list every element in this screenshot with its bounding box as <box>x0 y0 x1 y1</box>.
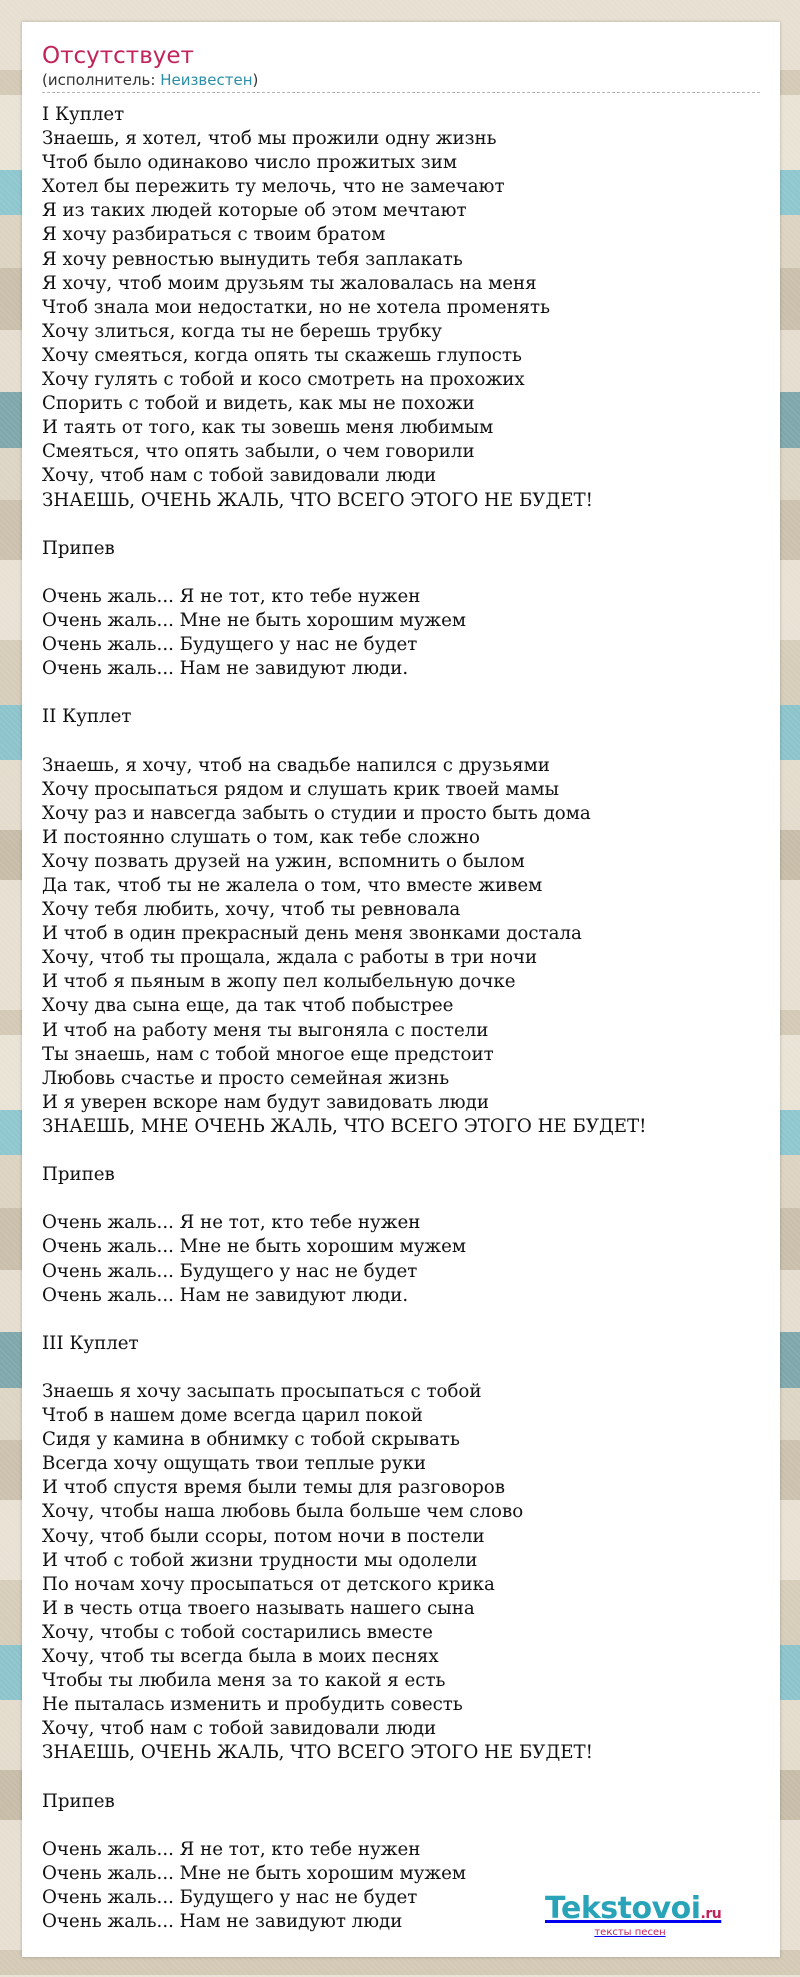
lyrics-line: Знаешь я хочу засыпать просыпаться с тобой <box>42 1380 482 1402</box>
lyrics-blank-line <box>42 561 760 585</box>
lyrics-line: И чтоб я пьяным в жопу пел колыбельную дочке <box>42 971 516 993</box>
lyrics-blank-line <box>42 1308 760 1332</box>
background-right-stripe <box>780 0 800 1977</box>
lyrics-line: III Куплет <box>42 1332 139 1354</box>
lyrics-line: Хотел бы пережить ту мелочь, что не замечают <box>42 176 505 198</box>
lyrics-line: Чтоб было одинаково число прожитых зим <box>42 152 457 174</box>
lyrics-line: И чтоб с тобой жизни трудности мы одолели <box>42 1549 478 1571</box>
artist-line <box>42 70 760 93</box>
lyrics-line: Знаешь, я хочу, чтоб на свадьбе напился с друзьями <box>42 754 550 776</box>
lyrics-line: Ты знаешь, нам с тобой многое еще предстоит <box>42 1043 494 1065</box>
lyrics-line: Знаешь, я хотел, чтоб мы прожили одну жизнь <box>42 128 497 150</box>
lyrics-line: ЗНАЕШЬ, МНЕ ОЧЕНЬ ЖАЛЬ, ЧТО ВСЕГО ЭТОГО НЕ БУДЕТ! <box>42 1115 647 1137</box>
lyrics-line: Очень жаль... Мне не быть хорошим мужем <box>42 609 467 631</box>
lyrics-line: Хочу смеяться, когда опять ты скажешь глупость <box>42 344 522 366</box>
artist-link[interactable]: Неизвестен <box>160 71 253 89</box>
lyrics-line: Хочу, чтоб ты всегда была в моих песнях <box>42 1646 439 1667</box>
artist-prefix: (исполнитель: <box>42 71 161 89</box>
logo-wordmark <box>545 1893 755 1930</box>
background-left-stripe <box>0 0 22 1977</box>
lyrics-line: Я хочу ревностью вынудить тебя заплакать <box>42 248 463 270</box>
lyrics-line: Чтоб в нашем доме всегда царил покой <box>42 1405 423 1427</box>
lyrics-line: По ночам хочу просыпаться от детского крика <box>42 1573 495 1595</box>
lyrics-line: II Куплет <box>42 706 132 728</box>
artist-suffix: ) <box>252 71 259 89</box>
lyrics-line: I Куплет <box>42 104 125 125</box>
lyrics-line: Я хочу, чтоб моим друзьям ты жаловалась на меня <box>42 272 537 294</box>
lyrics-line: Хочу позвать друзей на ужин, вспомнить о былом <box>42 850 525 872</box>
lyrics-line: И в честь отца твоего называть нашего сына <box>42 1597 475 1619</box>
lyrics-blank-line <box>42 1765 760 1789</box>
lyrics-line: Любовь счастье и просто семейная жизнь <box>42 1067 450 1089</box>
lyrics-line: Чтоб знала мои недостатки, но не хотела променять <box>42 296 551 318</box>
lyrics-blank-line <box>42 513 760 537</box>
lyrics-blank-line <box>42 1187 760 1211</box>
lyrics-line: Всегда хочу ощущать твои теплые руки <box>42 1453 426 1475</box>
logo-name: Tekstovoi <box>545 1891 701 1926</box>
lyrics-line: ЗНАЕШЬ, ОЧЕНЬ ЖАЛЬ, ЧТО ВСЕГО ЭТОГО НЕ БУДЕТ! <box>42 1742 593 1764</box>
lyrics-line: И я уверен вскоре нам будут завидовать люди <box>42 1091 489 1113</box>
lyrics-line: Не пыталась изменить и пробудить совесть <box>42 1694 463 1716</box>
lyrics-line: И чтоб спустя время были темы для разговоров <box>42 1477 505 1499</box>
lyrics-line: Очень жаль... Нам не завидуют люди <box>42 1911 403 1933</box>
lyrics-text <box>42 103 760 1934</box>
lyrics-line: Да так, чтоб ты не жалела о том, что вместе живем <box>42 875 543 896</box>
lyrics-line: И постоянно слушать о том, как тебе сложно <box>42 826 480 848</box>
lyrics-line: И таять от того, как ты зовешь меня любимым <box>42 417 494 439</box>
lyrics-line: Сидя у камина в обнимку с тобой скрывать <box>42 1429 460 1451</box>
lyrics-line: Смеяться, что опять забыли, о чем говорили <box>42 441 475 463</box>
lyrics-line: Припев <box>42 1790 115 1812</box>
lyrics-line: Хочу, чтоб были ссоры, потом ночи в постели <box>42 1525 485 1547</box>
lyrics-line: Хочу, чтоб ты прощала, ждала с работы в три ночи <box>42 947 538 969</box>
lyrics-line: Чтобы ты любила меня за то какой я есть <box>42 1670 446 1692</box>
lyrics-blank-line <box>42 1139 760 1163</box>
lyrics-line: Очень жаль... Я не тот, кто тебе нужен <box>42 585 421 607</box>
logo-tagline: тексты песен <box>594 1927 666 1938</box>
lyrics-line: Я хочу разбираться с твоим братом <box>42 224 386 246</box>
lyrics-line: Очень жаль... Нам не завидуют люди. <box>42 658 409 680</box>
lyrics-line: Очень жаль... Будущего у нас не будет <box>42 634 418 656</box>
lyrics-line: Хочу тебя любить, хочу, чтоб ты ревновала <box>42 899 461 921</box>
lyrics-line: Хочу, чтоб нам с тобой завидовали люди <box>42 1718 437 1740</box>
lyrics-line: Очень жаль... Нам не завидуют люди. <box>42 1284 409 1306</box>
lyrics-line: Очень жаль... Мне не быть хорошим мужем <box>42 1862 467 1884</box>
lyrics-line: Хочу, чтоб нам с тобой завидовали люди <box>42 465 437 487</box>
site-logo[interactable] <box>545 1893 755 1937</box>
lyrics-line: Припев <box>42 1164 115 1186</box>
lyrics-line: Хочу, чтобы с тобой состарились вместе <box>42 1621 433 1643</box>
song-title: Отсутствует <box>42 43 194 69</box>
lyrics-line: Я из таких людей которые об этом мечтают <box>42 200 467 222</box>
lyrics-line: ЗНАЕШЬ, ОЧЕНЬ ЖАЛЬ, ЧТО ВСЕГО ЭТОГО НЕ БУДЕТ! <box>42 489 593 511</box>
lyrics-line: Спорить с тобой и видеть, как мы не похожи <box>42 393 475 415</box>
lyrics-line: Очень жаль... Будущего у нас не будет <box>42 1260 418 1282</box>
lyrics-line: Очень жаль... Мне не быть хорошим мужем <box>42 1236 467 1258</box>
lyrics-line: Хочу гулять с тобой и косо смотреть на прохожих <box>42 369 525 391</box>
lyrics-line: Хочу, чтобы наша любовь была больше чем слово <box>42 1501 524 1523</box>
lyrics-line: Хочу злиться, когда ты не берешь трубку <box>42 320 442 342</box>
lyrics-line: И чтоб на работу меня ты выгоняла с постели <box>42 1019 489 1041</box>
logo-tld: .ru <box>700 1906 722 1922</box>
lyrics-line: Хочу два сына еще, да так чтоб побыстрее <box>42 995 454 1017</box>
lyrics-blank-line <box>42 681 760 705</box>
lyrics-line: И чтоб в один прекрасный день меня звонками достала <box>42 923 582 945</box>
lyrics-line: Очень жаль... Будущего у нас не будет <box>42 1886 418 1908</box>
lyrics-line: Хочу просыпаться рядом и слушать крик твоей мамы <box>42 778 559 800</box>
lyrics-card <box>22 22 780 1957</box>
lyrics-blank-line <box>42 729 760 753</box>
lyrics-line: Припев <box>42 537 115 559</box>
lyrics-blank-line <box>42 1356 760 1380</box>
lyrics-blank-line <box>42 1814 760 1838</box>
lyrics-line: Очень жаль... Я не тот, кто тебе нужен <box>42 1212 421 1234</box>
lyrics-line: Хочу раз и навсегда забыть о студии и просто быть дома <box>42 802 591 824</box>
lyrics-line: Очень жаль... Я не тот, кто тебе нужен <box>42 1838 421 1860</box>
